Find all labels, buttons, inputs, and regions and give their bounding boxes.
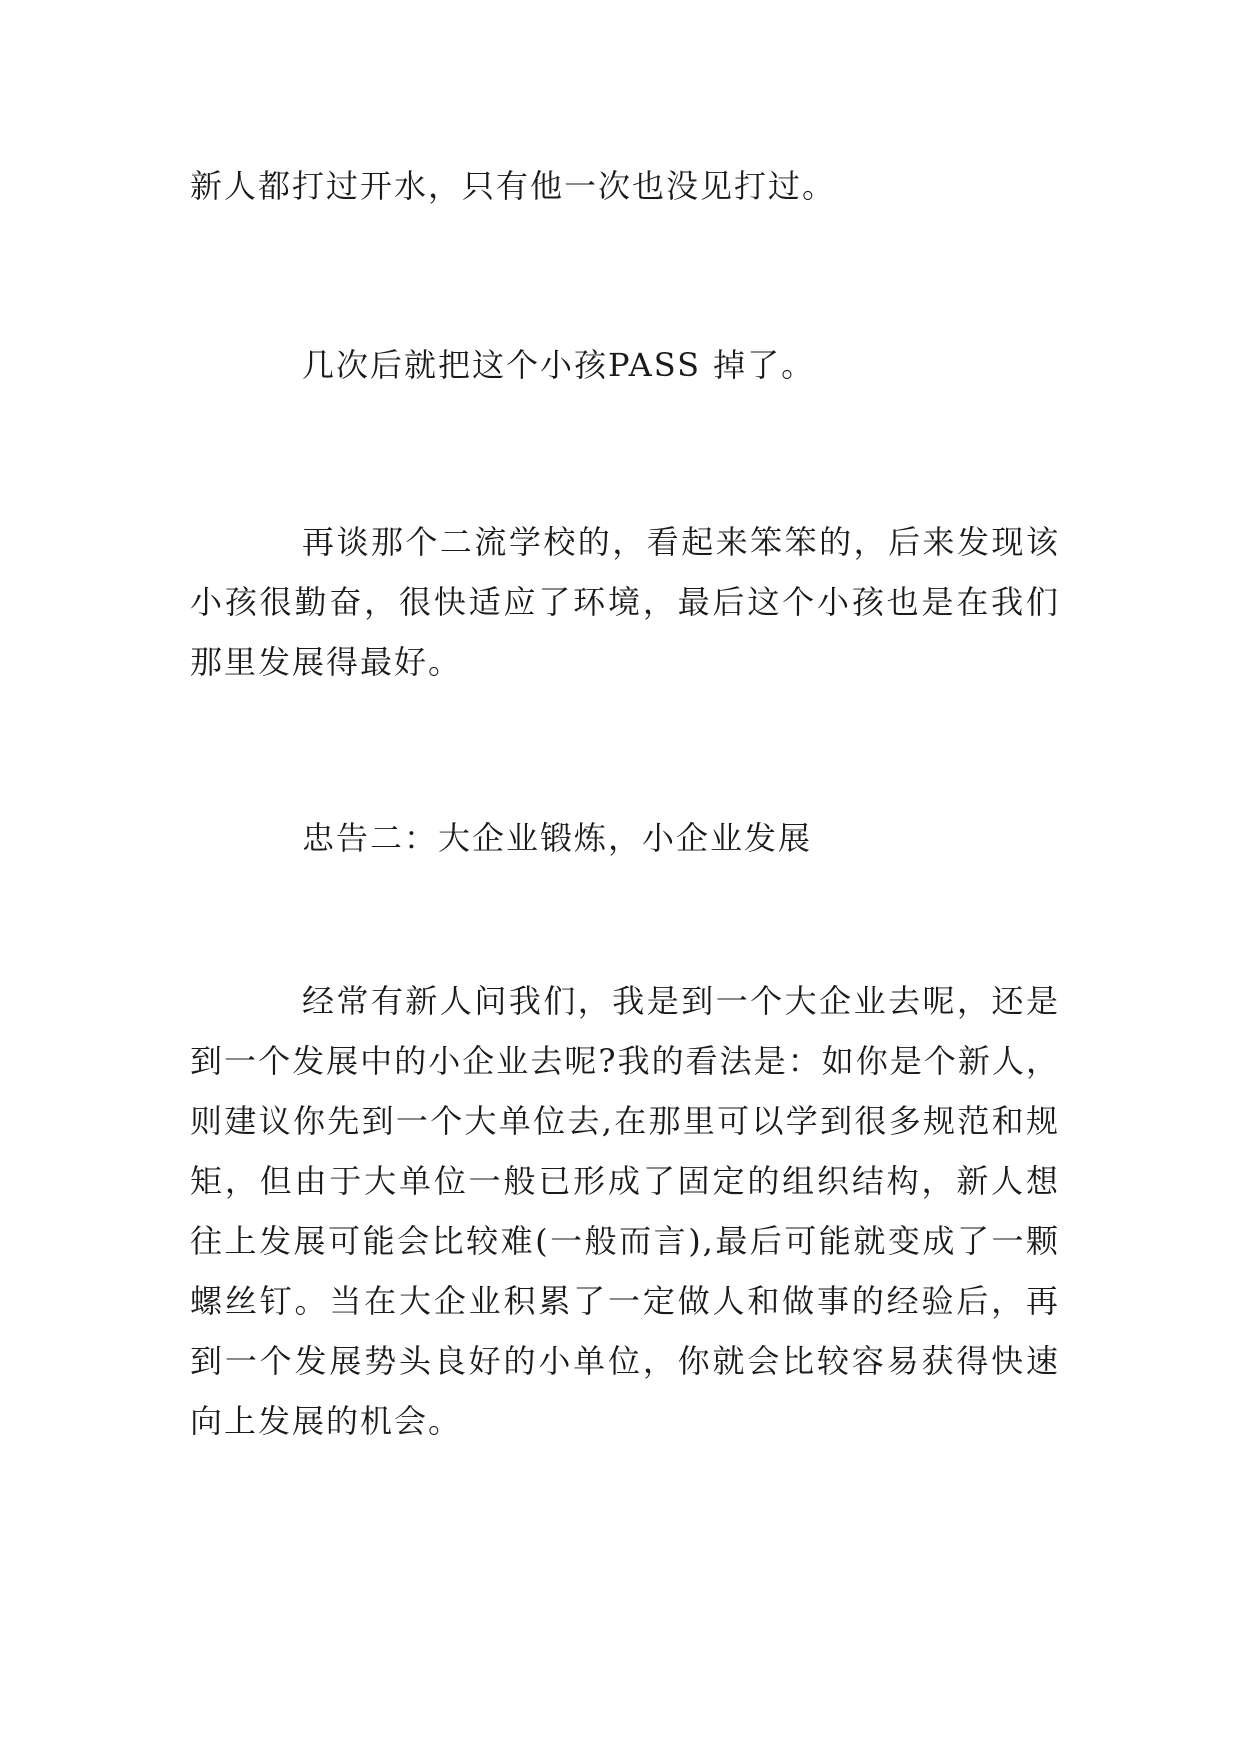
paragraph-3: 再谈那个二流学校的，看起来笨笨的，后来发现该小孩很勤奋，很快适应了环境，最后这个小孩也是在我们那里发展得最好。 [190, 523, 1060, 681]
paragraph-2: 几次后就把这个小孩PASS 掉了。 [302, 346, 816, 384]
section-heading: 忠告二：大企业锻炼，小企业发展 [302, 819, 813, 857]
paragraph-5: 经常有新人问我们，我是到一个大企业去呢，还是到一个发展中的小企业去呢?我的看法是：如你是个新人，则建议你先到一个大单位去,在那里可以学到很多规范和规矩，但由于大单位一般已形成了固定的组织结构，新人想往上发展可能会比较难(一般而言),最后可能就变成了一颗螺丝钉。当在大企业积累了一定做人和做事的经验后，再到一个发展势头良好的小单位，你就会比较容易获得快速向上发展的机会。 [190, 982, 1060, 1440]
paragraph-1: 新人都打过开水，只有他一次也没见打过。 [190, 167, 837, 205]
